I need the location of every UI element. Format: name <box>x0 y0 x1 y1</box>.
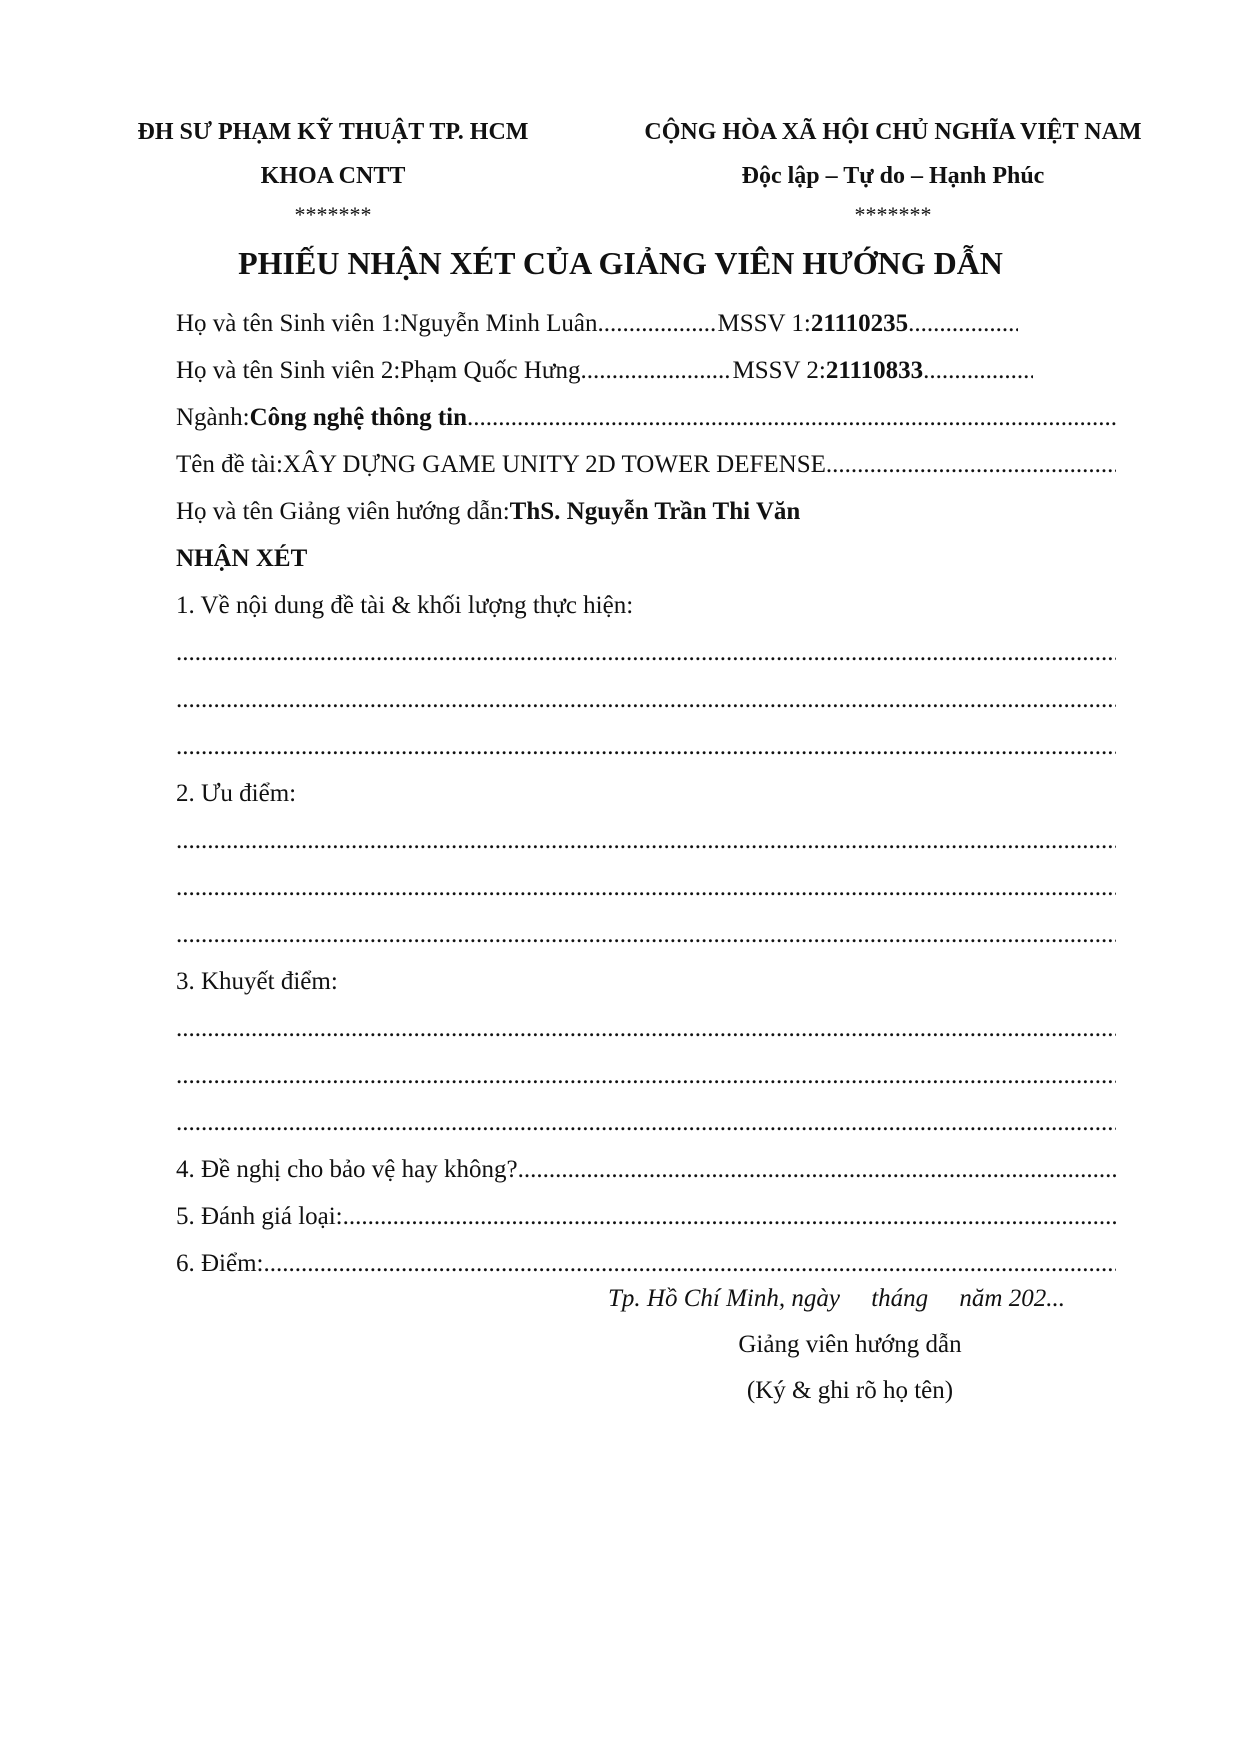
advisor-row <box>176 488 1116 535</box>
score-label: 6. Điểm: <box>176 1250 264 1277</box>
dot-leader <box>343 1193 1116 1240</box>
major-value: Công nghệ thông tin <box>249 404 468 431</box>
rating-label: 5. Đánh giá loại: <box>176 1203 343 1230</box>
student1-name: Nguyễn Minh Luân <box>400 310 598 337</box>
strengths-input-line <box>176 864 1116 911</box>
place-date: Tp. Hồ Chí Minh, ngày tháng năm 202... <box>608 1285 1065 1312</box>
topic-value: XÂY DỰNG GAME UNITY 2D TOWER DEFENSE <box>282 451 826 478</box>
section-weaknesses-heading: 3. Khuyết điểm: <box>176 968 338 995</box>
student2-id-label: MSSV 2: <box>732 357 826 384</box>
section-strengths-heading: 2. Ưu điểm: <box>176 780 297 807</box>
major-label: Ngành: <box>176 404 250 431</box>
section-content-heading: 1. Về nội dung đề tài & khối lượng thực hiện: <box>176 592 634 619</box>
student2-row <box>176 347 1116 394</box>
defense-label: 4. Đề nghị cho bảo vệ hay không? <box>176 1156 518 1183</box>
dot-leader <box>467 394 1116 441</box>
student2-id: 21110833 <box>825 357 924 384</box>
student1-id-label: MSSV 1: <box>717 310 811 337</box>
right-stars-divider: ******* <box>854 202 932 227</box>
signer-role: Giảng viên hướng dẫn <box>738 1331 962 1358</box>
dot-leader <box>597 300 717 347</box>
advisor-label: Họ và tên Giảng viên hướng dẫn: <box>176 498 510 525</box>
rating-row <box>176 1193 1116 1240</box>
country-name: CỘNG HÒA XÃ HỘI CHỦ NGHĨA VIỆT NAM <box>644 119 1142 145</box>
student1-id: 21110235 <box>810 310 909 337</box>
weaknesses-input-line <box>176 1099 1116 1146</box>
content-input-line <box>176 629 1116 676</box>
signature-block <box>560 1276 1140 1414</box>
student1-row <box>176 300 1116 347</box>
dot-leader <box>923 347 1033 394</box>
weaknesses-input-line <box>176 1052 1116 1099</box>
university-header <box>118 110 548 232</box>
topic-row <box>176 441 1116 488</box>
strengths-input-line <box>176 911 1116 958</box>
content-input-line <box>176 723 1116 770</box>
student1-label: Họ và tên Sinh viên 1: <box>176 310 401 337</box>
dot-leader <box>518 1146 1116 1193</box>
defense-row <box>176 1146 1116 1193</box>
student2-name: Phạm Quốc Hưng <box>400 357 581 384</box>
major-row <box>176 394 1116 441</box>
form-body <box>176 300 1116 1287</box>
advisor-name: ThS. Nguyễn Trần Thi Văn <box>509 498 801 525</box>
national-header <box>628 110 1158 232</box>
comments-heading: NHẬN XÉT <box>176 545 308 572</box>
form-title: PHIẾU NHẬN XÉT CỦA GIẢNG VIÊN HƯỚNG DẪN <box>238 245 1003 281</box>
topic-label: Tên đề tài: <box>176 451 283 478</box>
faculty-name: KHOA CNTT <box>260 163 406 189</box>
left-stars-divider: ******* <box>294 202 372 227</box>
content-input-line <box>176 676 1116 723</box>
dot-leader <box>826 441 1116 488</box>
weaknesses-input-line <box>176 1005 1116 1052</box>
student2-label: Họ và tên Sinh viên 2: <box>176 357 401 384</box>
dot-leader <box>580 347 732 394</box>
signature-instruction: (Ký & ghi rõ họ tên) <box>746 1377 954 1404</box>
university-name: ĐH SƯ PHẠM KỸ THUẬT TP. HCM <box>137 119 529 145</box>
national-motto: Độc lập – Tự do – Hạnh Phúc <box>741 163 1045 189</box>
strengths-input-line <box>176 817 1116 864</box>
dot-leader <box>908 300 1018 347</box>
